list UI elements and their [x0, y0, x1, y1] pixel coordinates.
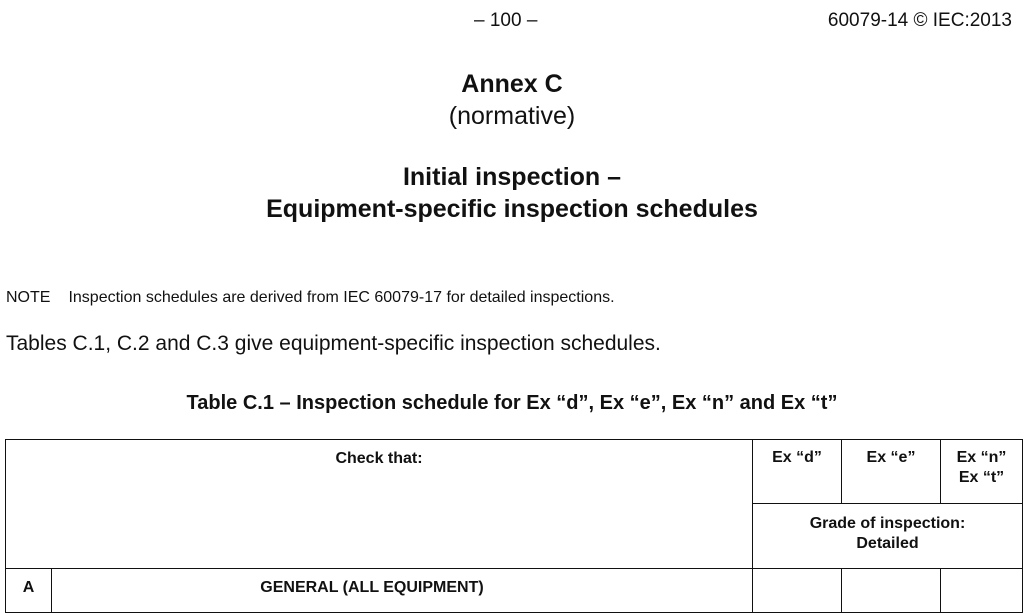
column-header-ex-d: Ex “d”: [753, 440, 842, 504]
note-text: Inspection schedules are derived from IEC 60079-17 for detailed inspections.: [68, 289, 615, 306]
inspection-schedule-table: [5, 439, 1023, 613]
table-caption: Table C.1 – Inspection schedule for Ex “d”, Ex “e”, Ex “n” and Ex “t”: [186, 392, 838, 414]
row-title: GENERAL (ALL EQUIPMENT): [52, 569, 753, 613]
page-number: – 100 –: [474, 10, 538, 31]
grade-value: Detailed: [856, 535, 919, 552]
column-header-ex-e: Ex “e”: [842, 440, 941, 504]
check-that-header: [6, 440, 753, 569]
body-paragraph: Tables C.1, C.2 and C.3 give equipment-specific inspection schedules.: [6, 332, 661, 355]
table-row: [6, 569, 1023, 613]
column-header-ex-n-t: [941, 440, 1023, 504]
row-id: A: [6, 569, 52, 613]
row-cell-ex-n-t: [941, 569, 1023, 613]
annex-type: (normative): [448, 102, 576, 130]
note: [6, 289, 615, 307]
table-header-row: [6, 440, 1023, 504]
column-header-ex-n: Ex “n”: [956, 449, 1007, 466]
check-that-label: Check that:: [335, 450, 423, 467]
grade-label: Grade of inspection:: [809, 515, 966, 532]
row-cell-ex-e: [842, 569, 941, 613]
annex-heading-line-2: Equipment-specific inspection schedules: [266, 195, 758, 223]
row-cell-ex-d: [753, 569, 842, 613]
note-label: NOTE: [6, 289, 51, 306]
document-reference: 60079-14 © IEC:2013: [827, 10, 1012, 31]
grade-of-inspection: [753, 504, 1023, 569]
annex-heading-line-1: Initial inspection –: [402, 163, 622, 191]
column-header-ex-t: Ex “t”: [958, 469, 1005, 486]
annex-title: Annex C: [461, 70, 563, 98]
